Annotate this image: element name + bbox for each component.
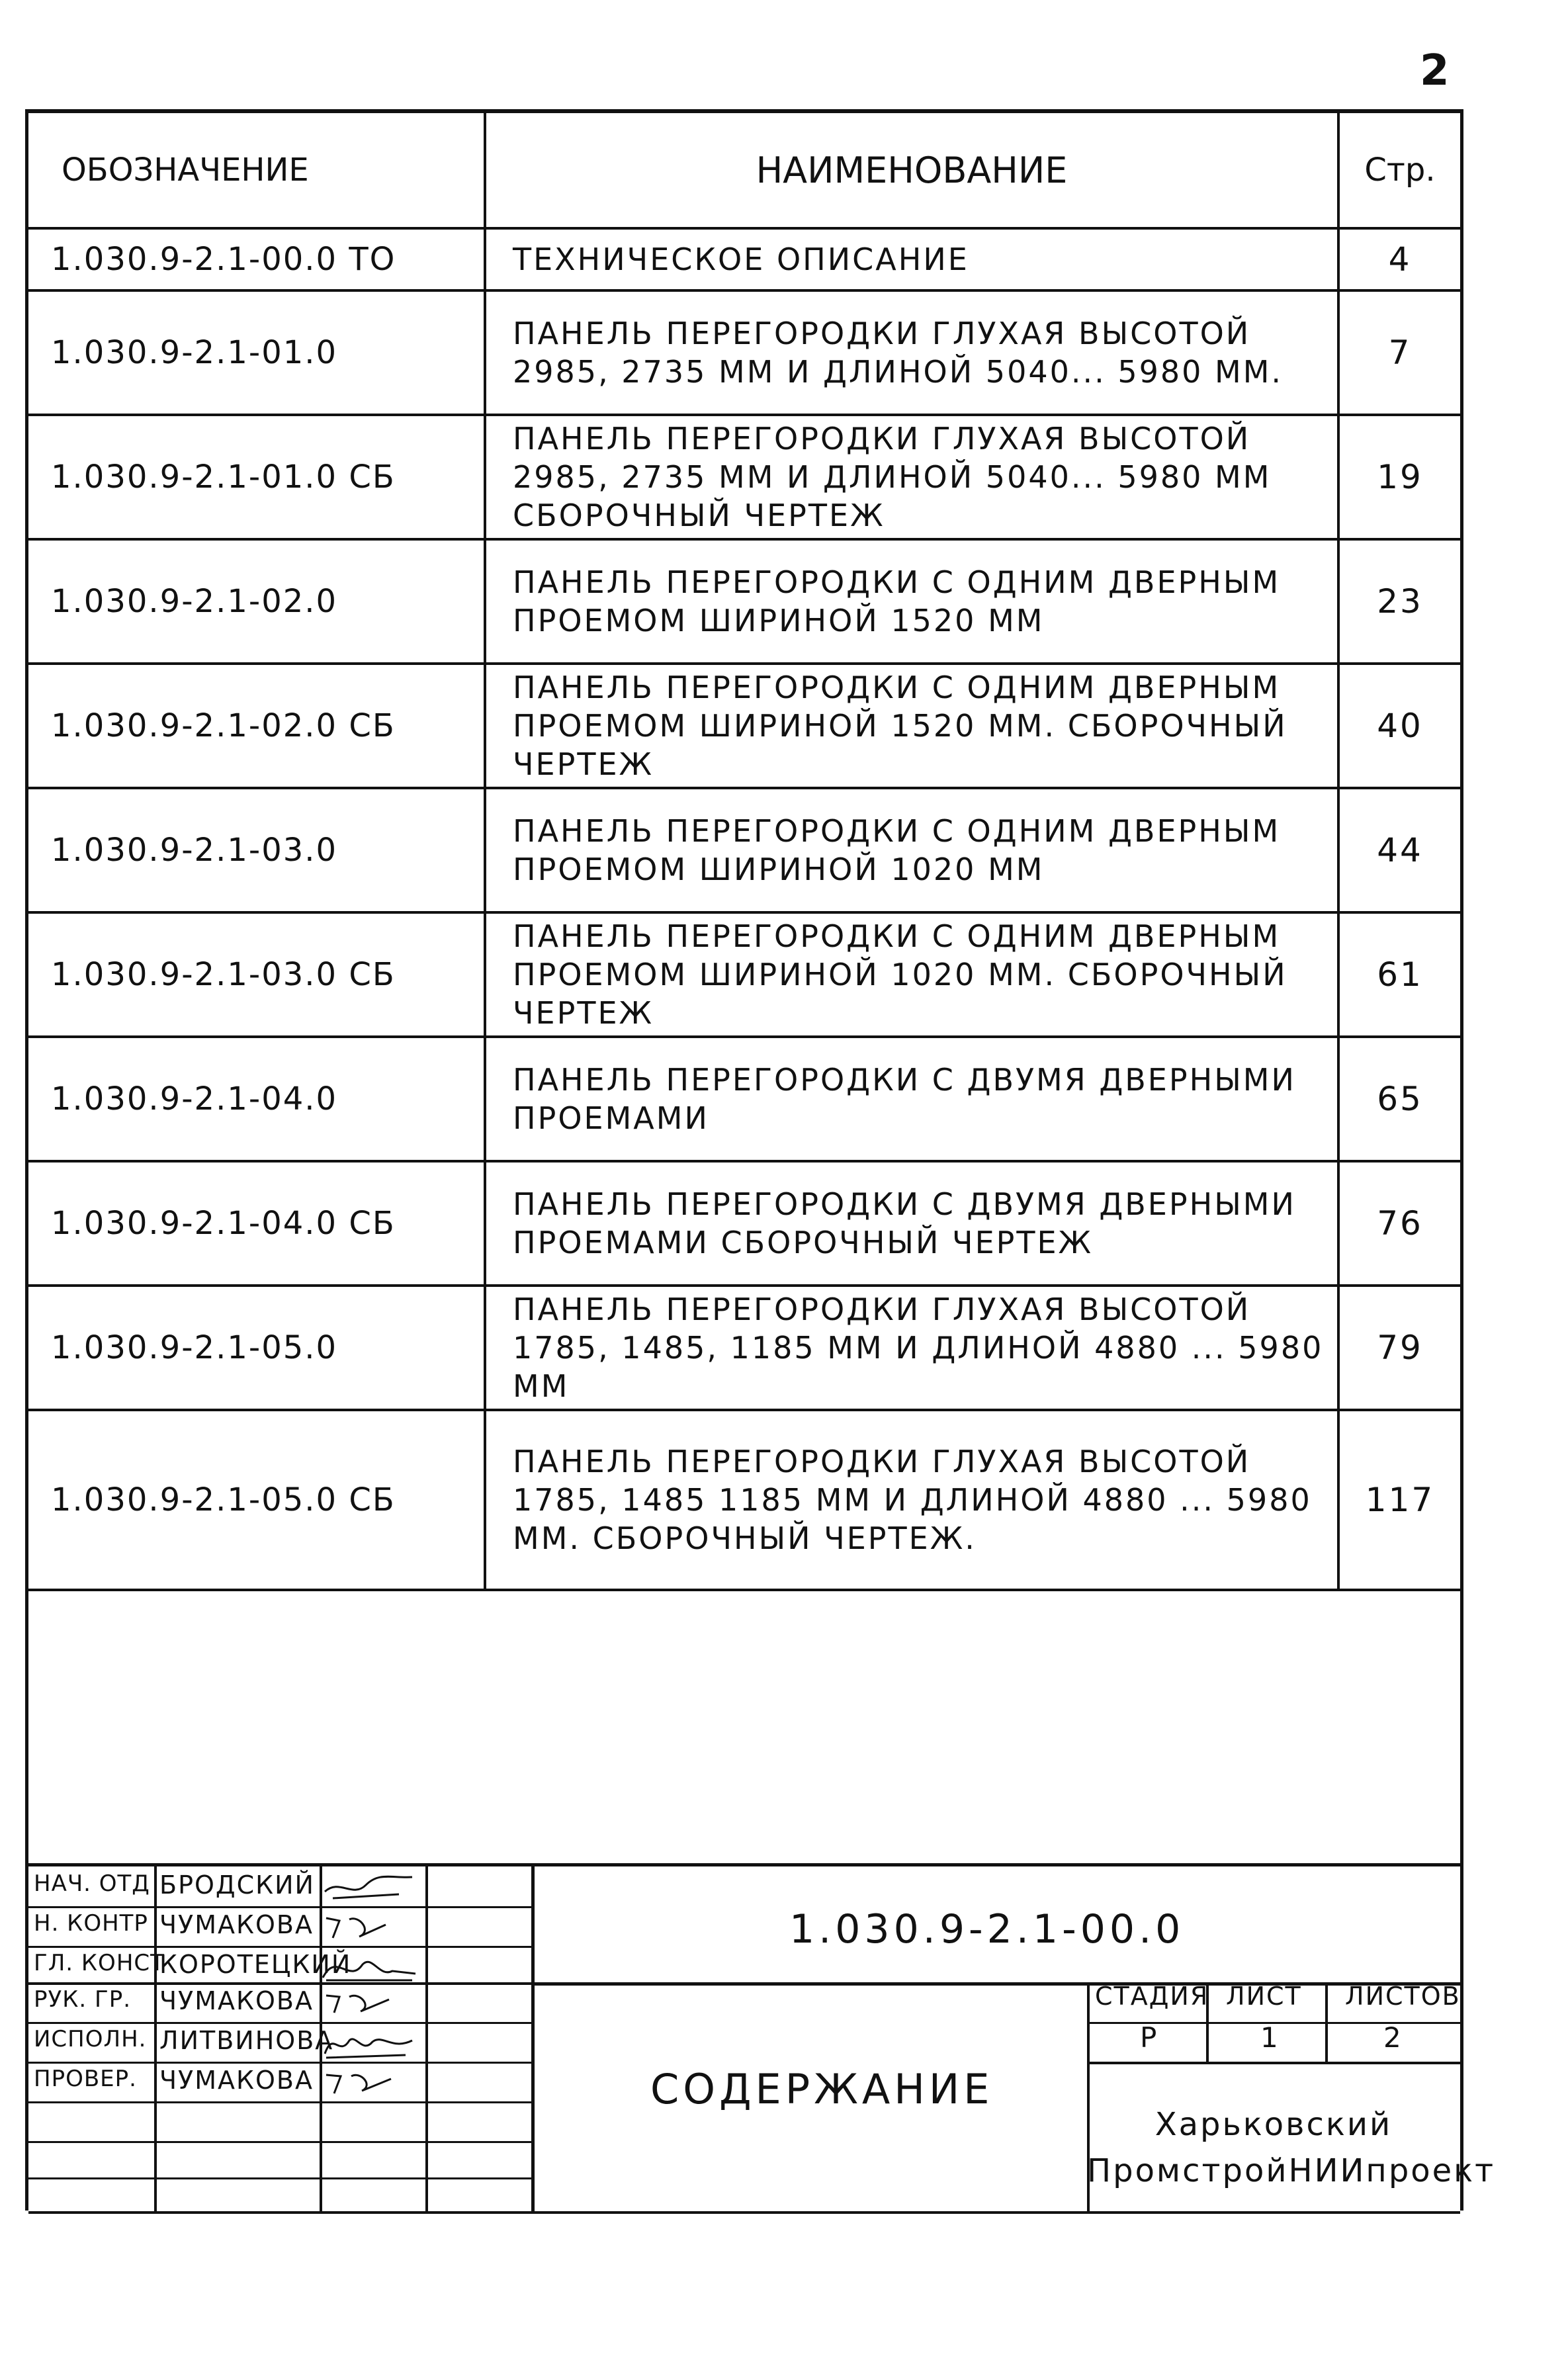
row-code: 1.030.9-2.1-04.0 СБ <box>28 1161 485 1286</box>
signature-name: ЛИТВИНОВА <box>159 2026 334 2055</box>
row-name: ПАНЕЛЬ ПЕРЕГОРОДКИ С ОДНИМ ДВЕРНЫМ ПРОЕМОМ ШИРИНОЙ 1520 ММ. СБОРОЧНЫЙ ЧЕРТЕЖ <box>485 664 1338 788</box>
row-page: 4 <box>1338 228 1460 290</box>
signature-role: ИСПОЛН. <box>34 2026 147 2052</box>
signature-name: ЧУМАКОВА <box>159 1910 314 1939</box>
table-row <box>28 912 1460 1037</box>
row-name: ТЕХНИЧЕСКОЕ ОПИСАНИЕ <box>485 228 1338 290</box>
handwritten-signature <box>320 2067 419 2099</box>
header-page: Стр. <box>1338 113 1460 228</box>
header-name: НАИМЕНОВАНИЕ <box>485 113 1338 228</box>
signature-name: БРОДСКИЙ <box>159 1870 315 1900</box>
row-name: ПАНЕЛЬ ПЕРЕГОРОДКИ ГЛУХАЯ ВЫСОТОЙ 2985, 2735 ММ И ДЛИНОЙ 5040... 5980 ММ. <box>485 290 1338 415</box>
row-name: ПАНЕЛЬ ПЕРЕГОРОДКИ ГЛУХАЯ ВЫСОТОЙ 2985, 2735 ММ И ДЛИНОЙ 5040... 5980 ММ СБОРОЧНЫЙ ЧЕРТЕЖ <box>485 415 1338 539</box>
sheet-label: ЛИСТ <box>1226 1982 1302 2011</box>
row-page: 7 <box>1338 290 1460 415</box>
handwritten-signature <box>320 1911 419 1943</box>
row-name: ПАНЕЛЬ ПЕРЕГОРОДКИ С ОДНИМ ДВЕРНЫМ ПРОЕМОМ ШИРИНОЙ 1020 ММ <box>485 788 1338 912</box>
row-page: 76 <box>1338 1161 1460 1286</box>
row-page: 65 <box>1338 1037 1460 1161</box>
row-name: ПАНЕЛЬ ПЕРЕГОРОДКИ С ДВУМЯ ДВЕРНЫМИ ПРОЕМАМИ СБОРОЧНЫЙ ЧЕРТЕЖ <box>485 1161 1338 1286</box>
signature-row <box>28 1982 531 2022</box>
signature-name: ЧУМАКОВА <box>159 1986 314 2015</box>
row-code: 1.030.9-2.1-02.0 <box>28 539 485 664</box>
signature-role: ПРОВЕР. <box>34 2066 137 2092</box>
table-row <box>28 664 1460 788</box>
row-page: 19 <box>1338 415 1460 539</box>
sheets-value: 2 <box>1383 2021 1401 2054</box>
header-designation: ОБОЗНАЧЕНИЕ <box>28 113 485 228</box>
page-number: 2 <box>1420 46 1450 95</box>
signature-role: Н. КОНТР <box>34 1910 148 1937</box>
row-page: 23 <box>1338 539 1460 664</box>
signature-row <box>28 1946 531 1986</box>
signature-name: КОРОТЕЦКИЙ <box>159 1950 352 1979</box>
title-block <box>28 1863 1496 2214</box>
row-code: 1.030.9-2.1-00.0 ТО <box>28 228 485 290</box>
signature-role: ГЛ. КОНСТ <box>34 1950 165 1976</box>
handwritten-signature <box>320 2027 419 2059</box>
row-code: 1.030.9-2.1-04.0 <box>28 1037 485 1161</box>
signature-role: РУК. ГР. <box>34 1986 132 2013</box>
row-code: 1.030.9-2.1-05.0 СБ <box>28 1410 485 1590</box>
row-code: 1.030.9-2.1-03.0 <box>28 788 485 912</box>
table-row <box>28 1161 1460 1286</box>
row-name: ПАНЕЛЬ ПЕРЕГОРОДКИ ГЛУХАЯ ВЫСОТОЙ 1785, 1485, 1185 ММ И ДЛИНОЙ 4880 ... 5980 ММ <box>485 1286 1338 1410</box>
document-code: 1.030.9-2.1-00.0 <box>789 1906 1185 1952</box>
organization-line1: Харьковский <box>1154 2106 1393 2143</box>
table-row <box>28 539 1460 664</box>
table-row <box>28 228 1460 290</box>
stage-value: Р <box>1140 2021 1157 2054</box>
row-page: 79 <box>1338 1286 1460 1410</box>
table-row <box>28 415 1460 539</box>
row-page: 117 <box>1338 1410 1460 1590</box>
row-name: ПАНЕЛЬ ПЕРЕГОРОДКИ С ОДНИМ ДВЕРНЫМ ПРОЕМОМ ШИРИНОЙ 1520 ММ <box>485 539 1338 664</box>
signature-role: НАЧ. ОТД <box>34 1870 150 1897</box>
row-page: 44 <box>1338 788 1460 912</box>
document-title: СОДЕРЖАНИЕ <box>650 2065 994 2113</box>
row-name: ПАНЕЛЬ ПЕРЕГОРОДКИ ГЛУХАЯ ВЫСОТОЙ 1785, 1485 1185 ММ И ДЛИНОЙ 4880 ... 5980 ММ. СБОРОЧНЫЙ ЧЕРТЕЖ. <box>485 1410 1338 1590</box>
contents-table <box>28 113 1460 1591</box>
stage-label: СТАДИЯ <box>1095 1982 1209 2011</box>
handwritten-signature <box>320 1951 419 1983</box>
table-row <box>28 788 1460 912</box>
sheet-value: 1 <box>1260 2021 1278 2054</box>
sheets-label: ЛИСТОВ <box>1345 1982 1461 2011</box>
table-row <box>28 290 1460 415</box>
row-code: 1.030.9-2.1-03.0 СБ <box>28 912 485 1037</box>
signature-row <box>28 1906 531 1946</box>
signature-row <box>28 2062 531 2101</box>
row-code: 1.030.9-2.1-01.0 <box>28 290 485 415</box>
handwritten-signature <box>320 1872 419 1904</box>
organization <box>1087 2101 1496 2194</box>
row-name: ПАНЕЛЬ ПЕРЕГОРОДКИ С ОДНИМ ДВЕРНЫМ ПРОЕМОМ ШИРИНОЙ 1020 ММ. СБОРОЧНЫЙ ЧЕРТЕЖ <box>485 912 1338 1037</box>
row-name: ПАНЕЛЬ ПЕРЕГОРОДКИ С ДВУМЯ ДВЕРНЫМИ ПРОЕМАМИ <box>485 1037 1338 1161</box>
table-row <box>28 1410 1460 1590</box>
row-page: 40 <box>1338 664 1460 788</box>
table-row <box>28 1286 1460 1410</box>
handwritten-signature <box>320 1988 419 2019</box>
table-header-row <box>28 113 1460 228</box>
row-code: 1.030.9-2.1-05.0 <box>28 1286 485 1410</box>
row-code: 1.030.9-2.1-02.0 СБ <box>28 664 485 788</box>
organization-line2: ПромстройНИИпроект <box>1087 2152 1496 2189</box>
signature-row <box>28 1866 531 1906</box>
drawing-sheet <box>25 109 1496 2211</box>
row-page: 61 <box>1338 912 1460 1037</box>
signature-row <box>28 2022 531 2062</box>
row-code: 1.030.9-2.1-01.0 СБ <box>28 415 485 539</box>
table-row <box>28 1037 1460 1161</box>
signature-name: ЧУМАКОВА <box>159 2066 314 2095</box>
